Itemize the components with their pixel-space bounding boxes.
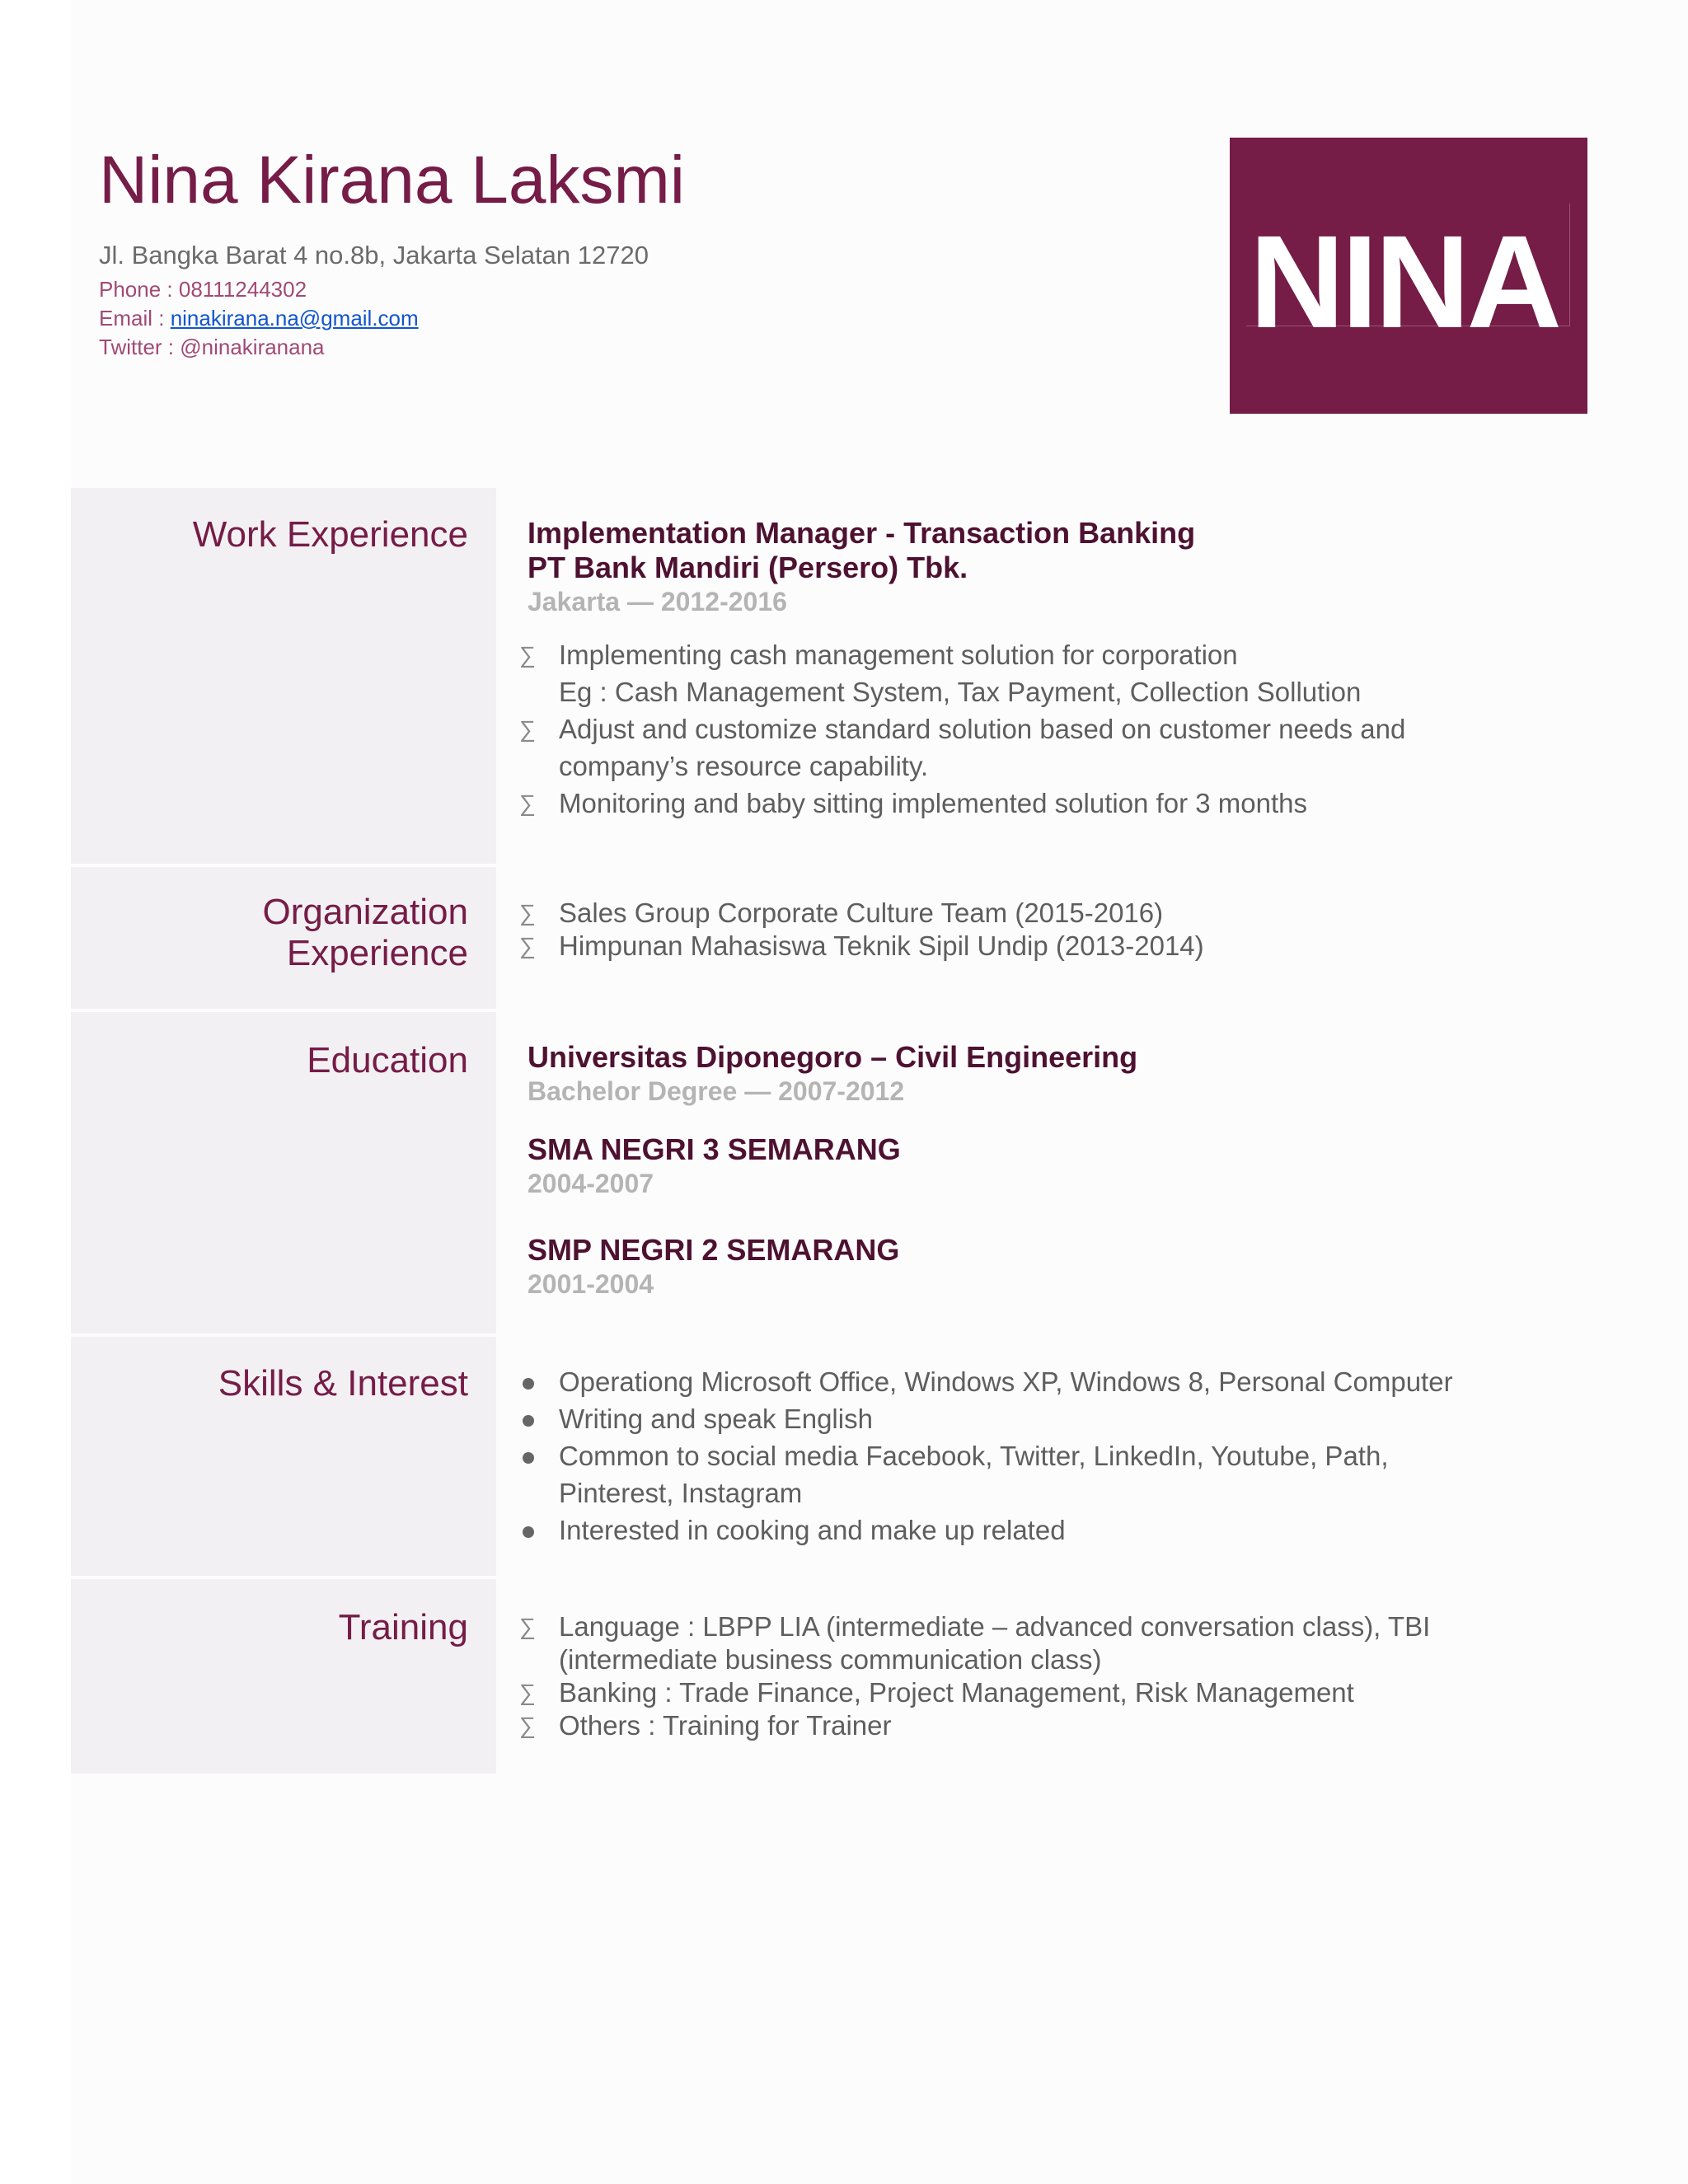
organization-bullets	[519, 897, 1500, 963]
email-link[interactable]: ninakirana.na@gmail.com	[170, 306, 419, 330]
sigma-bullet-icon: ∑	[519, 1614, 536, 1639]
section-title-organization	[106, 892, 496, 974]
list-item	[528, 1437, 1500, 1511]
email-label: Email :	[99, 306, 171, 330]
skills-bullets	[528, 1363, 1500, 1549]
title-line: Experience	[286, 933, 468, 973]
list-item	[528, 1363, 1500, 1400]
bullet-text: Implementing cash management solution for corporation	[559, 640, 1238, 670]
bullet-text: Sales Group Corporate Culture Team (2015-2016)	[559, 898, 1164, 928]
bullet-text: Pinterest, Instagram	[559, 1478, 803, 1508]
section-title-skills: Skills & Interest	[218, 1363, 468, 1404]
list-item	[519, 1610, 1500, 1676]
list-item	[519, 930, 1500, 963]
bullet-text: Operationg Microsoft Office, Windows XP, Windows 8, Personal Computer	[559, 1366, 1453, 1397]
sigma-bullet-icon: ∑	[519, 716, 536, 742]
list-item	[528, 1511, 1500, 1549]
bullet-text: Banking : Trade Finance, Project Management, Risk Management	[559, 1677, 1354, 1708]
education-entry	[528, 1132, 1500, 1200]
job-meta: Jakarta — 2012-2016	[528, 587, 787, 616]
school-meta: Bachelor Degree — 2007-2012	[528, 1076, 905, 1106]
bullet-text: Eg : Cash Management System, Tax Payment, Collection Sollution	[559, 677, 1362, 707]
candidate-name: Nina Kirana Laksmi	[99, 143, 685, 218]
school-name: SMP NEGRI 2 SEMARANG	[528, 1233, 900, 1267]
sigma-bullet-icon: ∑	[519, 1680, 536, 1705]
section-title-work: Work Experience	[192, 514, 468, 555]
list-item	[519, 1676, 1500, 1709]
bullet-text: (intermediate business communication class)	[559, 1644, 1102, 1675]
bullet-text: Common to social media Facebook, Twitter, LinkedIn, Youtube, Path,	[559, 1441, 1389, 1471]
phone: Phone : 08111244302	[99, 277, 307, 302]
school-name: Universitas Diponegoro – Civil Engineering	[528, 1040, 1138, 1074]
section-title-training: Training	[338, 1607, 468, 1647]
list-item	[519, 785, 1500, 822]
organization-content	[519, 897, 1500, 963]
bullet-dot-icon	[523, 1526, 534, 1538]
job-title: Implementation Manager - Transaction Banking	[528, 516, 1196, 550]
list-item	[519, 710, 1500, 785]
work-label-panel	[71, 488, 496, 864]
sigma-bullet-icon: ∑	[519, 790, 536, 816]
bullet-text: company’s resource capability.	[559, 751, 929, 781]
bullet-text: Monitoring and baby sitting implemented solution for 3 months	[559, 788, 1307, 818]
organization-label-panel	[71, 867, 496, 1009]
education-content	[528, 1040, 1500, 1301]
address: Jl. Bangka Barat 4 no.8b, Jakarta Selatan 12720	[99, 241, 649, 269]
skills-content	[528, 1363, 1500, 1549]
bullet-text: Interested in cooking and make up related	[559, 1515, 1066, 1545]
sigma-bullet-icon: ∑	[519, 642, 536, 668]
school-name: SMA NEGRI 3 SEMARANG	[528, 1132, 901, 1166]
list-item	[528, 1400, 1500, 1437]
education-entry	[528, 1233, 1500, 1301]
skills-label-panel	[71, 1337, 496, 1576]
list-item	[519, 897, 1500, 930]
work-content	[519, 516, 1500, 822]
bullet-text: Language : LBPP LIA (intermediate – advanced conversation class), TBI	[559, 1611, 1431, 1642]
logo-text: NINA	[1250, 208, 1559, 355]
twitter: Twitter : @ninakiranana	[99, 335, 325, 359]
school-meta: 2001-2004	[528, 1269, 654, 1299]
bullet-text: Writing and speak English	[559, 1404, 873, 1434]
email-line	[99, 306, 419, 331]
training-content	[519, 1610, 1500, 1742]
training-bullets	[519, 1610, 1500, 1742]
school-meta: 2004-2007	[528, 1169, 654, 1198]
bullet-text: Himpunan Mahasiswa Teknik Sipil Undip (2013-2014)	[559, 930, 1204, 961]
bullet-dot-icon	[523, 1452, 534, 1464]
bullet-dot-icon	[523, 1415, 534, 1427]
sigma-bullet-icon: ∑	[519, 933, 536, 958]
company-name: PT Bank Mandiri (Persero) Tbk.	[528, 551, 968, 584]
sigma-bullet-icon: ∑	[519, 900, 536, 926]
list-item	[519, 636, 1500, 710]
bullet-dot-icon	[523, 1378, 534, 1390]
title-line: Organization	[262, 892, 468, 932]
header	[99, 143, 685, 218]
training-label-panel	[71, 1579, 496, 1774]
education-entry	[528, 1040, 1500, 1108]
education-label-panel	[71, 1012, 496, 1333]
bullet-text: Adjust and customize standard solution based on customer needs and	[559, 714, 1406, 744]
section-title-education: Education	[307, 1040, 468, 1080]
sigma-bullet-icon: ∑	[519, 1713, 536, 1738]
list-item	[519, 1709, 1500, 1742]
bullet-text: Others : Training for Trainer	[559, 1710, 892, 1741]
work-bullets	[519, 636, 1500, 822]
